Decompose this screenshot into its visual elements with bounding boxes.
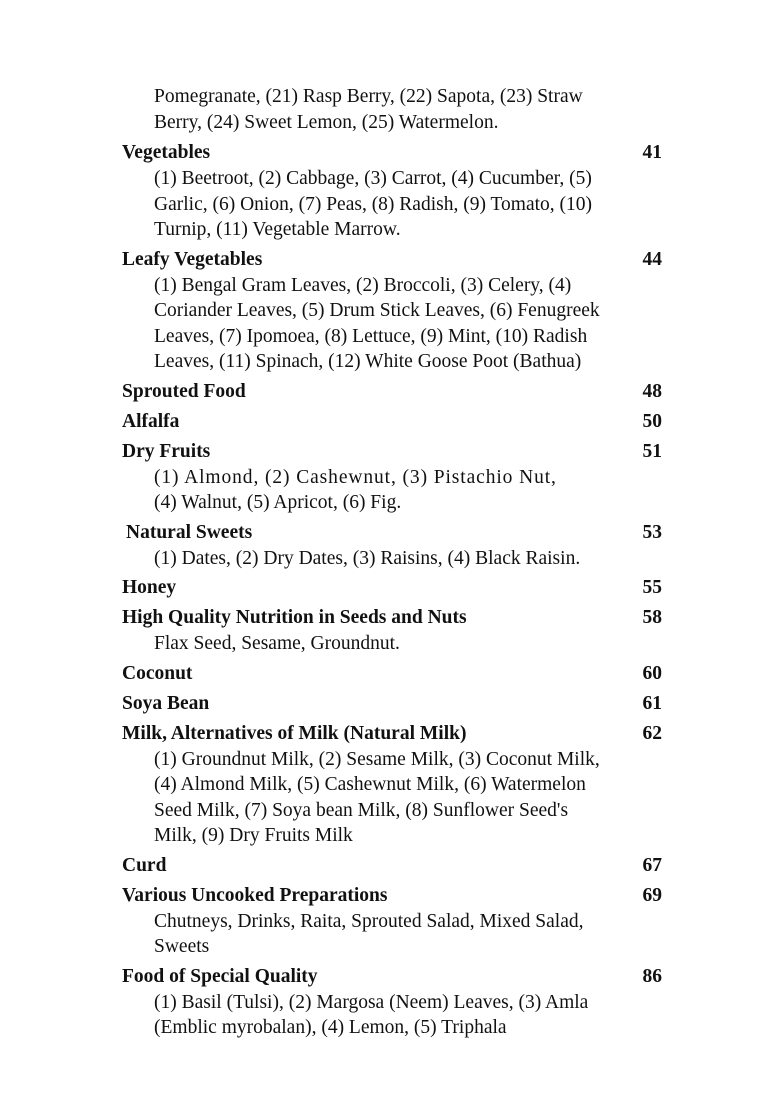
intro-line: Pomegranate, (21) Rasp Berry, (22) Sapota, (23) Straw [154, 86, 583, 107]
description-line: (1) Dates, (2) Dry Dates, (3) Raisins, (4) Black Raisin. [154, 547, 581, 569]
toc-entry-vegetables [122, 140, 662, 243]
entry-page-number: 51 [642, 440, 662, 462]
toc-entry-dry-fruits [122, 439, 662, 516]
toc-entry-leafy-vegetables [122, 247, 662, 375]
entry-title: Alfalfa [122, 410, 180, 432]
entry-page-number: 86 [642, 965, 662, 987]
toc-entry-sprouted-food [122, 379, 662, 405]
entry-page-number: 61 [642, 692, 662, 714]
entry-title: Dry Fruits [122, 440, 211, 462]
toc-entry-honey [122, 575, 662, 601]
description-line: (1) Bengal Gram Leaves, (2) Broccoli, (3) Celery, (4) [154, 274, 572, 296]
entry-title: Coconut [122, 662, 193, 684]
entry-description [154, 990, 649, 1041]
entry-description [154, 631, 649, 657]
description-line: Milk, (9) Dry Fruits Milk [154, 825, 353, 846]
entry-title: Honey [122, 577, 177, 598]
toc-entry-uncooked-preparations [122, 883, 662, 960]
entry-page-number: 55 [642, 577, 662, 598]
toc-entry-special-quality-food [122, 964, 662, 1041]
entry-description [154, 546, 649, 572]
description-line: Leaves, (7) Ipomoea, (8) Lettuce, (9) Mint, (10) Radish [154, 325, 588, 347]
description-line: Chutneys, Drinks, Raita, Sprouted Salad, Mixed Salad, [154, 910, 584, 932]
entry-title: Vegetables [122, 142, 211, 163]
entry-page-number: 60 [642, 662, 662, 684]
entry-page-number: 53 [642, 521, 662, 543]
description-line: (1) Groundnut Milk, (2) Sesame Milk, (3) Coconut Milk, [154, 748, 600, 770]
description-line: (Emblic myrobalan), (4) Lemon, (5) Triphala [154, 1017, 507, 1038]
toc-entry-coconut [122, 661, 662, 687]
entry-description [154, 909, 649, 960]
entry-description [154, 747, 649, 849]
entry-page-number: 50 [642, 410, 662, 432]
description-line: Leaves, (11) Spinach, (12) White Goose Poot (Bathua) [154, 351, 582, 372]
entry-page-number: 69 [642, 884, 662, 906]
entry-page-number: 58 [642, 607, 662, 628]
entry-title: Natural Sweets [126, 521, 253, 543]
description-line: (1) Basil (Tulsi), (2) Margosa (Neem) Leaves, (3) Amla [154, 991, 589, 1013]
description-line: (1) Almond, (2) Cashewnut, (3) Pistachio Nut, [154, 466, 557, 488]
entry-description [154, 166, 649, 243]
toc-entry-alfalfa [122, 409, 662, 435]
entry-page-number: 67 [642, 854, 662, 876]
entry-title: Curd [122, 854, 167, 876]
intro-line: Berry, (24) Sweet Lemon, (25) Watermelon. [154, 111, 499, 133]
description-line: (4) Walnut, (5) Apricot, (6) Fig. [154, 492, 402, 513]
toc-entry-curd [122, 853, 662, 879]
entry-description [154, 465, 649, 516]
entry-page-number: 62 [642, 722, 662, 744]
entry-title: Milk, Alternatives of Milk (Natural Milk) [122, 722, 467, 744]
description-line: Garlic, (6) Onion, (7) Peas, (8) Radish, (9) Tomato, (10) [154, 193, 593, 215]
entry-title: Leafy Vegetables [122, 248, 263, 270]
table-of-contents [122, 140, 662, 1045]
entry-title: High Quality Nutrition in Seeds and Nuts [122, 607, 467, 628]
toc-entry-seeds-and-nuts [122, 605, 662, 657]
entry-page-number: 44 [642, 248, 662, 270]
toc-entry-soya-bean [122, 691, 662, 717]
toc-entry-natural-milk [122, 721, 662, 849]
description-line: Flax Seed, Sesame, Groundnut. [154, 633, 400, 654]
entry-description [154, 273, 649, 375]
description-line: (1) Beetroot, (2) Cabbage, (3) Carrot, (4) Cucumber, (5) [154, 168, 592, 189]
entry-title: Sprouted Food [122, 380, 246, 402]
description-line: Turnip, (11) Vegetable Marrow. [154, 219, 401, 240]
entry-title: Soya Bean [122, 692, 210, 714]
toc-entry-natural-sweets [122, 520, 662, 572]
description-line: Seed Milk, (7) Soya bean Milk, (8) Sunflower Seed's [154, 799, 569, 821]
entry-page-number: 48 [642, 380, 662, 402]
description-line: Sweets [154, 936, 210, 957]
entry-page-number: 41 [642, 142, 662, 163]
entry-title: Various Uncooked Preparations [122, 884, 388, 906]
entry-title: Food of Special Quality [122, 965, 318, 987]
description-line: (4) Almond Milk, (5) Cashewnut Milk, (6) Watermelon [154, 774, 586, 795]
description-line: Coriander Leaves, (5) Drum Stick Leaves, (6) Fenugreek [154, 300, 600, 321]
continued-fruit-list [154, 84, 654, 135]
